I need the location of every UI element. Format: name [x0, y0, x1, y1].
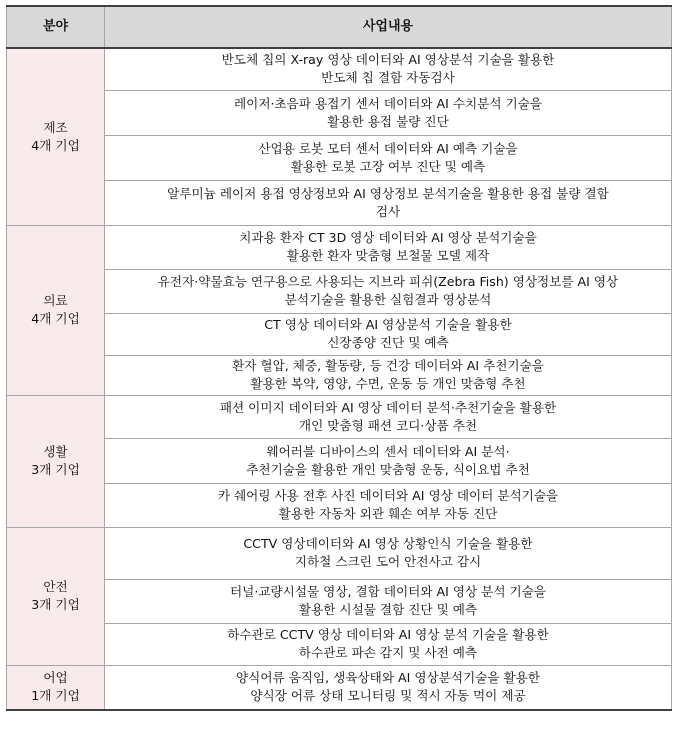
description-line: 레이저·초음파 용접기 센서 데이터와 AI 수치분석 기술을 — [234, 95, 542, 111]
ai-projects-table — [6, 5, 672, 711]
project-description — [105, 623, 672, 665]
category-count: 3개 기업 — [31, 597, 80, 612]
table-row — [7, 527, 672, 579]
category-cell — [7, 665, 105, 710]
description-line: 알루미늄 레이저 용접 영상정보와 AI 영상정보 분석기술을 활용한 용접 불량 결함 — [167, 185, 609, 201]
table-row — [7, 135, 672, 180]
table-row — [7, 623, 672, 665]
description-line: CCTV 영상데이터와 AI 영상 상황인식 기술을 활용한 — [243, 536, 533, 551]
description-line: 유전자·약물효능 연구용으로 사용되는 지브라 피쉬(Zebra Fish) 영상정보를 AI 영상 — [157, 274, 619, 289]
category-cell — [7, 225, 105, 395]
project-description — [105, 135, 672, 180]
description-line: 하수관로 파손 감지 및 사전 예측 — [298, 645, 478, 660]
header-field: 분야 — [7, 6, 105, 48]
description-line: 활용한 용접 불량 진단 — [327, 113, 449, 129]
description-line: 치과용 환자 CT 3D 영상 데이터와 AI 영상 분석기술을 — [239, 230, 537, 245]
table-row — [7, 438, 672, 483]
description-line: 신장종양 진단 및 예측 — [327, 335, 449, 350]
table-row — [7, 483, 672, 527]
description-line: 카 쉐어링 사용 전후 사진 데이터와 AI 영상 데이터 분석기술을 — [217, 488, 559, 503]
description-line: 환자 혈압, 체중, 활동량, 등 건강 데이터와 AI 추천기술을 — [232, 358, 544, 373]
category-cell — [7, 527, 105, 665]
project-description — [105, 180, 672, 225]
category-name: 생활 — [43, 444, 68, 459]
table-row — [7, 579, 672, 623]
description-line: 개인 맞춤형 패션 코디·상품 추천 — [298, 417, 478, 433]
project-description — [105, 269, 672, 313]
table-row — [7, 225, 672, 269]
description-line: 활용한 시설물 결함 진단 및 예측 — [298, 602, 478, 617]
project-description — [105, 579, 672, 623]
description-line: 양식어류 움직임, 생육상태와 AI 영상분석기술을 활용한 — [236, 670, 540, 686]
project-description — [105, 395, 672, 438]
header-row — [7, 6, 672, 48]
header-content: 사업내용 — [105, 6, 672, 48]
description-line: 지하철 스크린 도어 안전사고 감시 — [294, 554, 482, 569]
table-row — [7, 90, 672, 135]
project-description — [105, 438, 672, 483]
description-line: CT 영상 데이터와 AI 영상분석 기술을 활용한 — [264, 317, 512, 332]
description-line: 추천기술을 활용한 개인 맞춤형 운동, 식이요법 추천 — [246, 461, 530, 477]
description-line: 분석기술을 활용한 실험결과 영상분석 — [284, 292, 492, 307]
table-row — [7, 48, 672, 90]
table-row — [7, 355, 672, 395]
category-cell — [7, 48, 105, 225]
category-count: 4개 기업 — [31, 137, 80, 153]
description-line: 산업용 로봇 모터 센서 데이터와 AI 예측 기술을 — [258, 140, 518, 156]
description-line: 활용한 환자 맞춤형 보철물 모델 제작 — [286, 248, 490, 263]
table-row — [7, 313, 672, 355]
project-description — [105, 355, 672, 395]
category-name: 안전 — [43, 579, 68, 594]
table-row — [7, 395, 672, 438]
category-count: 1개 기업 — [31, 688, 80, 704]
table-body — [7, 48, 672, 710]
description-line: 반도체 칩 결함 자동검사 — [321, 70, 455, 86]
category-name: 어업 — [43, 670, 68, 686]
description-line: 활용한 로봇 고장 여부 진단 및 예측 — [290, 158, 486, 174]
project-description — [105, 90, 672, 135]
table-row — [7, 269, 672, 313]
project-description — [105, 313, 672, 355]
description-line: 웨어러블 디바이스의 센서 데이터와 AI 분석· — [266, 443, 510, 459]
category-name: 의료 — [43, 293, 68, 308]
description-line: 반도체 칩의 X-ray 영상 데이터와 AI 영상분석 기술을 활용한 — [221, 52, 555, 68]
description-line: 터널·교량시설물 영상, 결함 데이터와 AI 영상 분석 기술을 — [229, 584, 546, 599]
category-count: 4개 기업 — [31, 311, 80, 326]
category-count: 3개 기업 — [31, 462, 80, 477]
category-name: 제조 — [43, 119, 68, 135]
description-line: 활용한 복약, 영양, 수면, 운동 등 개인 맞춤형 추천 — [250, 376, 526, 391]
category-cell — [7, 395, 105, 527]
project-description — [105, 48, 672, 90]
description-line: 검사 — [375, 203, 401, 219]
table-row — [7, 180, 672, 225]
table-row — [7, 665, 672, 710]
project-description — [105, 665, 672, 710]
project-description — [105, 483, 672, 527]
project-description — [105, 225, 672, 269]
description-line: 활용한 자동차 외관 훼손 여부 자동 진단 — [278, 506, 498, 521]
description-line: 양식장 어류 상태 모니터링 및 적시 자동 먹이 제공 — [250, 688, 526, 704]
project-description — [105, 527, 672, 579]
description-line: 패션 이미지 데이터와 AI 영상 데이터 분석·추천기술을 활용한 — [219, 399, 557, 415]
description-line: 하수관로 CCTV 영상 데이터와 AI 영상 분석 기술을 활용한 — [227, 627, 549, 642]
